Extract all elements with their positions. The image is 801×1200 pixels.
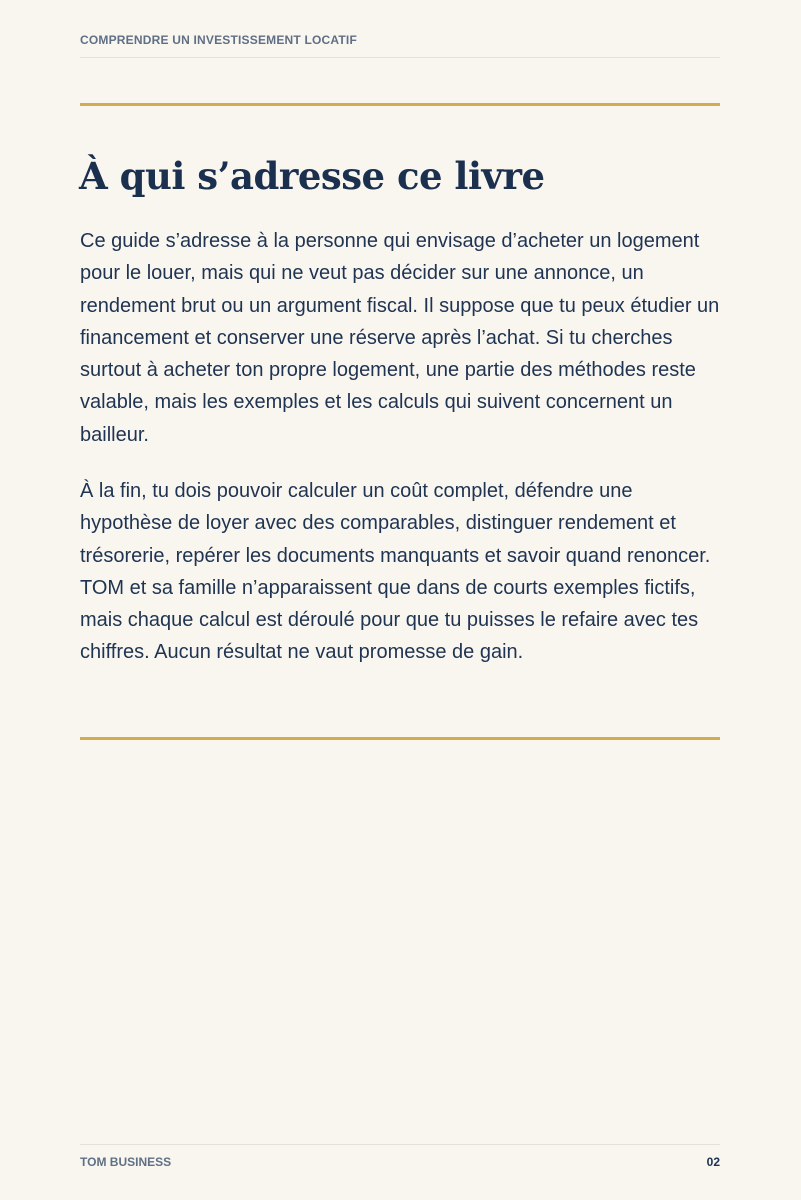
running-header: COMPRENDRE UN INVESTISSEMENT LOCATIF [80,33,357,47]
bottom-accent-rule [80,737,720,740]
header-divider [80,57,720,58]
top-accent-rule [80,103,720,106]
page-number: 02 [706,1155,720,1169]
page-title: À qui s’adresse ce livre [79,154,545,198]
body-paragraph-1: Ce guide s’adresse à la personne qui envisage d’acheter un logement pour le louer, mais qui ne veut pas décider sur une annonce, un rendement brut ou un argument fiscal. Il suppose que tu peux étudier un financement et conserver une réserve après l’achat. Si tu cherches surtout à acheter ton propre logement, une partie des méthodes reste valable, mais les exemples et les calculs qui suivent concernent un bailleur. [80,230,720,446]
body-paragraph-2: À la fin, tu dois pouvoir calculer un coût complet, défendre une hypothèse de loyer avec des comparables, distinguer rendement et trésorerie, repérer les documents manquants et savoir quand renoncer. TOM et sa famille n’apparaissent que dans de courts exemples fictifs, mais chaque calcul est déroulé pour que tu puisses le refaire avec tes chiffres. Aucun résultat ne vaut promesse de gain. [80,480,711,664]
footer-brand: TOM BUSINESS [80,1155,172,1169]
footer-divider [80,1144,720,1145]
